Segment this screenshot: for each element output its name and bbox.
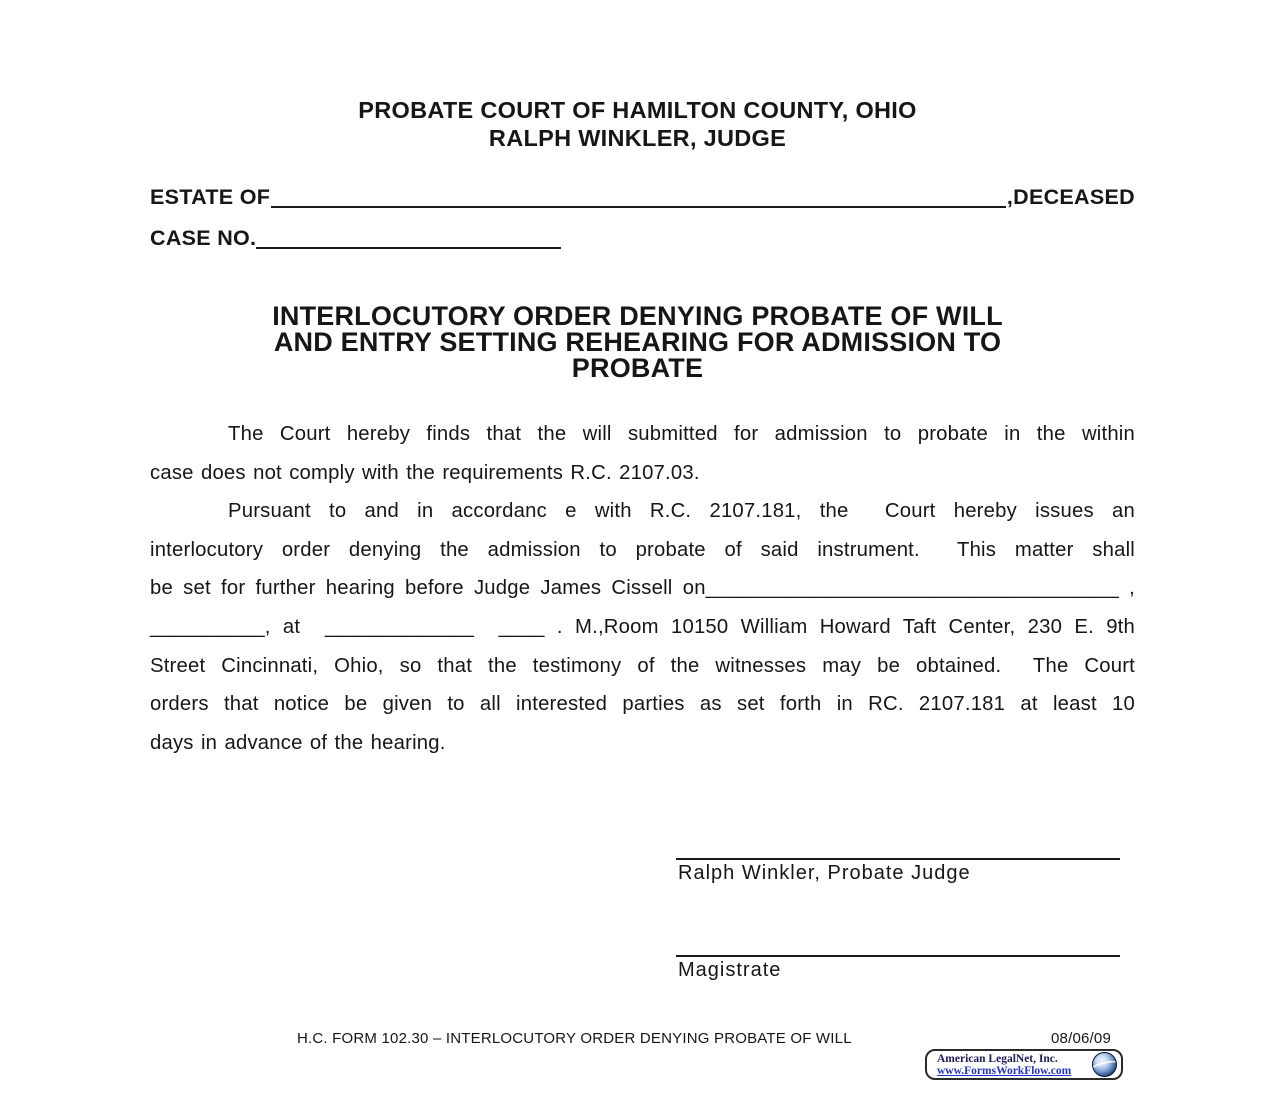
body-text [150, 415, 1135, 762]
document-title [0, 303, 1275, 381]
case-number-blank [256, 227, 561, 249]
body-line: __________, at _____________ ____ . M.,Room 10150 William Howard Taft Center, 230 E. 9th [150, 615, 1135, 638]
body-line: days in advance of the hearing. [150, 731, 446, 754]
court-header [0, 96, 1275, 152]
legalnet-website-link[interactable]: www.FormsWorkFlow.com [937, 1064, 1072, 1077]
footer-date: 08/06/09 [1051, 1030, 1111, 1047]
estate-of-label: ESTATE OF [150, 185, 271, 209]
document-title-line: AND ENTRY SETTING REHEARING FOR ADMISSION TO [273, 327, 1002, 357]
body-line: case does not comply with the requirements R.C. 2107.03. [150, 461, 700, 484]
footer-form-id: H.C. FORM 102.30 – INTERLOCUTORY ORDER DENYING PROBATE OF WILL [297, 1030, 852, 1047]
estate-of-row [150, 182, 1135, 210]
body-line: Street Cincinnati, Ohio, so that the testimony of the witnesses may be obtained. The Court [150, 654, 1135, 677]
judge-signature-line [676, 858, 1120, 860]
document-title-line: PROBATE [571, 353, 704, 383]
body-line: orders that notice be given to all interested parties as set forth in RC. 2107.181 at least 10 [150, 693, 1135, 716]
magistrate-signature-label: Magistrate [678, 959, 782, 981]
body-line: The Court hereby finds that the will submitted for admission to probate in the within [228, 423, 1135, 445]
body-line: Pursuant to and in accordanc e with R.C. 2107.181, the Court hereby issues an [228, 500, 1135, 523]
legalnet-company: American LegalNet, Inc. [937, 1052, 1058, 1065]
body-line: interlocutory order denying the admission to probate of said instrument. This matter shall [150, 538, 1135, 561]
deceased-label: ,DECEASED [1006, 185, 1135, 209]
judge-signature-label: Ralph Winkler, Probate Judge [678, 862, 971, 884]
case-no-label: CASE NO. [150, 226, 257, 250]
globe-icon [1092, 1052, 1117, 1077]
estate-name-blank [271, 186, 1006, 208]
magistrate-signature-line [676, 955, 1120, 957]
legalnet-logo [925, 1049, 1123, 1080]
document-title-line: INTERLOCUTORY ORDER DENYING PROBATE OF WILL [272, 301, 1003, 331]
legalnet-logo-text [937, 1053, 1092, 1077]
judge-name: RALPH WINKLER, JUDGE [488, 125, 787, 151]
court-name: PROBATE COURT OF HAMILTON COUNTY, OHIO [358, 97, 917, 123]
case-no-row [150, 223, 561, 251]
body-line: be set for further hearing before Judge James Cissell on____________________________________ , [150, 577, 1135, 600]
